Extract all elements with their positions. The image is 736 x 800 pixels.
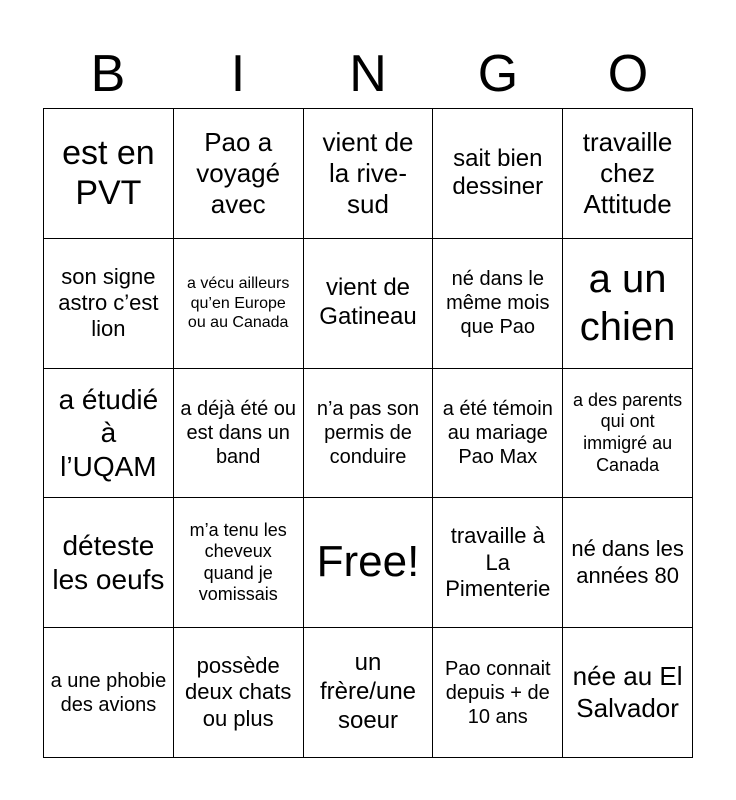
bingo-cell[interactable] — [174, 239, 304, 369]
bingo-cell[interactable] — [563, 498, 693, 628]
bingo-cell[interactable] — [174, 498, 304, 628]
bingo-cell[interactable] — [304, 369, 434, 499]
cell-text: un frère/une soeur — [319, 649, 417, 734]
cell-text: née au El Salvador — [572, 661, 683, 723]
cell-text: Free! — [316, 537, 420, 587]
header-letter-o: O — [607, 45, 649, 103]
cell-text: Pao a voyagé avec — [196, 126, 281, 219]
header-letter-b: B — [90, 45, 126, 103]
cell-text: a des parents qui ont immigré au Canada — [573, 389, 683, 475]
bingo-cell[interactable] — [563, 239, 693, 369]
cell-text: a une phobie des avions — [50, 669, 167, 716]
bingo-cell[interactable] — [174, 628, 304, 758]
cell-text: sait bien dessiner — [452, 144, 544, 201]
bingo-cell[interactable] — [44, 109, 174, 239]
header-letter-i: I — [230, 45, 246, 103]
cell-text: n’a pas son permis de conduire — [316, 397, 420, 468]
bingo-header — [43, 40, 693, 108]
bingo-cell[interactable] — [433, 498, 563, 628]
bingo-cell[interactable] — [304, 109, 434, 239]
bingo-cell[interactable] — [174, 109, 304, 239]
bingo-cell[interactable] — [433, 239, 563, 369]
cell-text: travaille à La Pimenterie — [445, 523, 551, 601]
bingo-cell[interactable] — [44, 369, 174, 499]
cell-text: est en PVT — [62, 133, 155, 213]
header-letter-n: N — [349, 45, 387, 103]
cell-text: a déjà été ou est dans un band — [180, 397, 297, 468]
free-space[interactable] — [304, 498, 434, 628]
cell-text: a étudié à l’UQAM — [58, 383, 159, 482]
cell-text: son signe astro c’est lion — [58, 263, 159, 342]
bingo-cell[interactable] — [433, 369, 563, 499]
cell-text: déteste les oeufs — [52, 530, 165, 595]
cell-text: Pao connait depuis + de 10 ans — [444, 657, 551, 728]
cell-text: vient de la rive-sud — [322, 126, 414, 219]
cell-text: travaille chez Attitude — [582, 126, 673, 219]
cell-text: m’a tenu les cheveux quand je vomissais — [189, 519, 287, 605]
cell-text: vient de Gatineau — [319, 274, 417, 331]
cell-text: possède deux chats ou plus — [184, 653, 292, 731]
bingo-cell[interactable] — [563, 628, 693, 758]
header-letter-g: G — [477, 45, 519, 103]
cell-text: a un chien — [579, 257, 676, 350]
cell-text: a été témoin au mariage Pao Max — [442, 397, 553, 468]
bingo-cell[interactable] — [174, 369, 304, 499]
cell-text: né dans les années 80 — [571, 536, 684, 588]
bingo-cell[interactable] — [433, 109, 563, 239]
bingo-cell[interactable] — [44, 239, 174, 369]
bingo-cell[interactable] — [304, 628, 434, 758]
bingo-cell[interactable] — [433, 628, 563, 758]
bingo-cell[interactable] — [304, 239, 434, 369]
bingo-cell[interactable] — [44, 628, 174, 758]
cell-text: a vécu ailleurs qu’en Europe ou au Canada — [187, 275, 290, 331]
bingo-cell[interactable] — [44, 498, 174, 628]
bingo-cell[interactable] — [563, 109, 693, 239]
cell-text: né dans le même mois que Pao — [446, 268, 550, 339]
bingo-cell[interactable] — [563, 369, 693, 499]
bingo-board — [43, 108, 693, 758]
